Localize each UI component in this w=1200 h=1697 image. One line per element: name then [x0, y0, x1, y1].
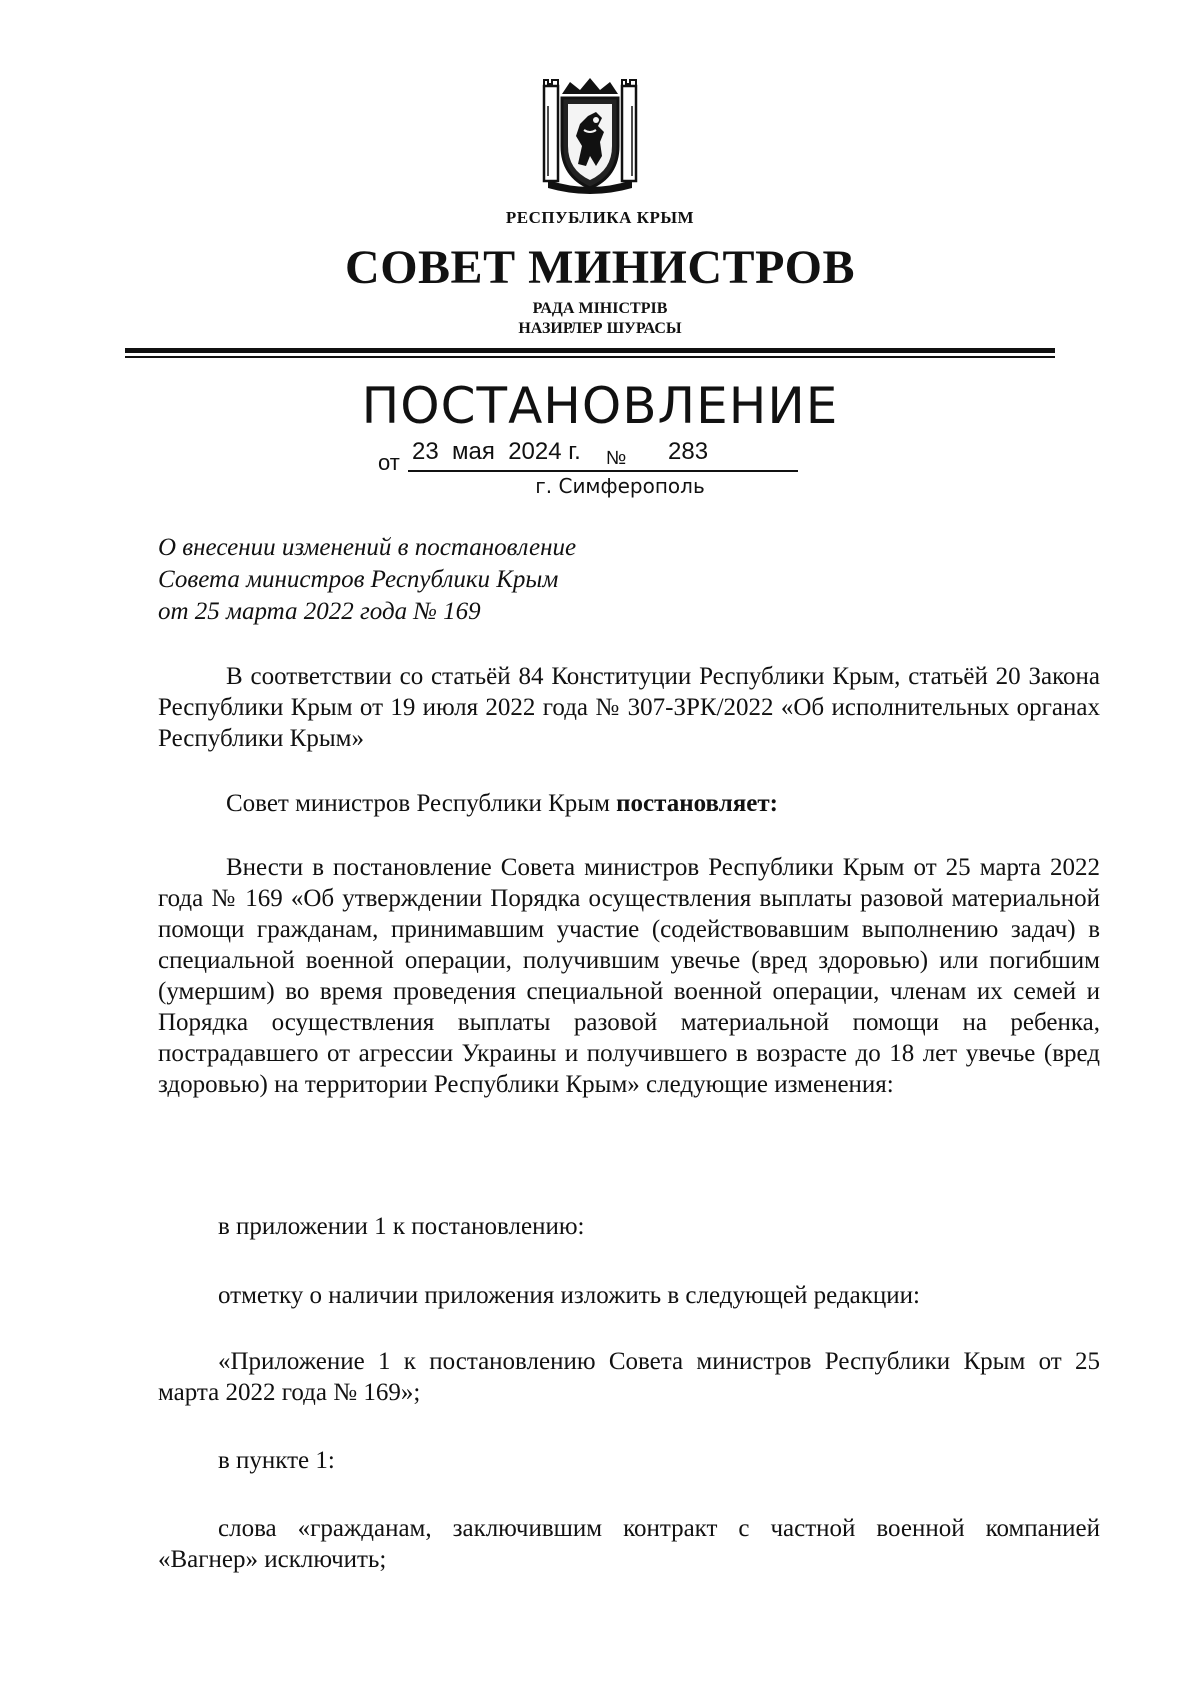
- decree-date: 23 мая 2024 г.: [412, 438, 581, 465]
- resolves-keyword: постановляет:: [616, 790, 778, 817]
- decree-subject: [158, 532, 576, 628]
- subject-line: О внесении изменений в постановление: [158, 534, 577, 561]
- resolves-text: Совет министров Республики Крым: [226, 790, 617, 817]
- body-paragraph-mark: отметку о наличии приложения изложить в следующей редакции:: [218, 1282, 920, 1309]
- body-paragraph-legal-basis: В соответствии со статьёй 84 Конституции Республики Крым, статьёй 20 Закона Республики Крым от 19 июля 2022 года № 307-ЗРК/2022 «Об исполнительных органах Республики Крым»: [158, 663, 1100, 752]
- subject-line: Совета министров Республики Крым: [158, 566, 559, 593]
- republic-name: РЕСПУБЛИКА КРЫМ: [505, 208, 695, 227]
- decree-date-row: [378, 436, 798, 475]
- subject-line: от 25 марта 2022 года № 169: [158, 598, 481, 625]
- body-paragraph-item: в пункте 1:: [218, 1447, 335, 1474]
- decree-number: 283: [668, 438, 709, 465]
- body-paragraph-resolves: [158, 788, 1100, 819]
- council-name: СОВЕТ МИНИСТРОВ: [345, 241, 855, 294]
- body-paragraph-amendment: Внести в постановление Совета министров Республики Крым от 25 марта 2022 года № 169 «Об утверждении Порядка осуществления выплаты разовой материальной помощи гражданам, принимавшим участие (содействовавшим выполнению задач) в специальной военной операции, получившим увечье (вред здоровью) или погибшим (умершим) во время проведения специальной военной операции, членам их семей и Порядка осуществления выплаты разовой материальной помощи на ребенка, пострадавшего от агрессии Украины и получившего в возрасте до 18 лет увечье (вред здоровью) на территории Республики Крым» следующие изменения:: [158, 854, 1100, 1098]
- header-divider-thin: [125, 356, 1055, 358]
- crimea-coat-of-arms-icon: [540, 76, 640, 196]
- date-prefix: от: [378, 450, 400, 475]
- council-name-ukrainian: РАДА МIНIСТРIВ: [532, 300, 668, 317]
- header-divider-thick: [125, 348, 1055, 353]
- body-paragraph-appendix: в приложении 1 к постановлению:: [218, 1213, 585, 1240]
- date-underline: [408, 470, 798, 472]
- number-sign: №: [606, 448, 627, 469]
- decree-city: г. Симферополь: [535, 474, 705, 498]
- body-paragraph-appendix-wording: «Приложение 1 к постановлению Совета министров Республики Крым от 25 марта 2022 года № 169»;: [158, 1348, 1100, 1406]
- decree-title: ПОСТАНОВЛЕНИЕ: [361, 377, 839, 435]
- body-paragraph-words: слова «гражданам, заключившим контракт с частной военной компанией «Вагнер» исключить;: [158, 1515, 1100, 1573]
- council-name-crimean-tatar: НАЗИРЛЕР ШУРАСЫ: [518, 320, 682, 337]
